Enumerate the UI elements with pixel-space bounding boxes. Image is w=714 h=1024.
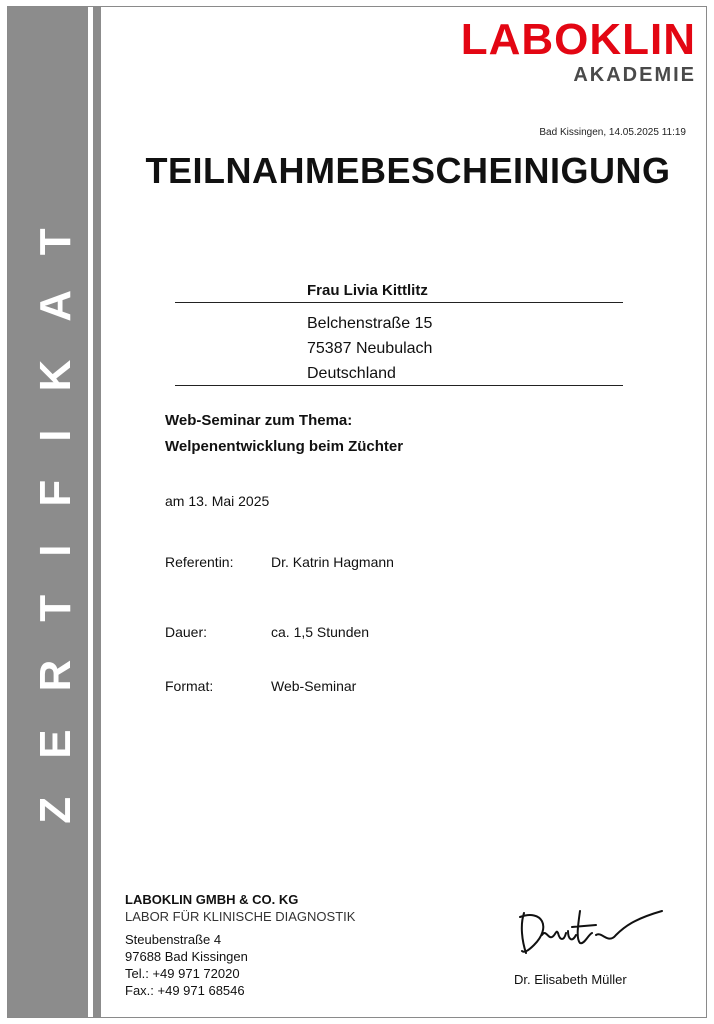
seminar-topic-title: Welpenentwicklung beim Züchter <box>165 438 404 455</box>
detail-value: Dr. Katrin Hagmann <box>271 554 394 570</box>
recipient-country: Deutschland <box>307 365 396 382</box>
detail-value: Web-Seminar <box>271 678 357 694</box>
detail-label: Dauer: <box>165 624 208 640</box>
company-fax: Fax.: +49 971 68546 <box>125 983 245 998</box>
sidebar-band <box>8 7 88 1017</box>
company-block <box>125 891 355 999</box>
logo-subtitle: AKADEMIE <box>573 64 696 86</box>
company-street: Steubenstraße 4 <box>125 932 222 947</box>
company-city: 97688 Bad Kissingen <box>125 949 248 964</box>
detail-label: Referentin: <box>165 554 234 570</box>
seminar-topic-intro: Web-Seminar zum Thema: <box>165 412 353 429</box>
handwritten-signature <box>512 905 672 965</box>
address-rule-top <box>175 302 623 303</box>
document-title: TEILNAHMEBESCHEINIGUNG <box>145 150 671 191</box>
detail-value: ca. 1,5 Stunden <box>271 624 370 640</box>
detail-label: Format: <box>165 678 214 694</box>
signer-name: Dr. Elisabeth Müller <box>514 972 627 987</box>
company-phone: Tel.: +49 971 72020 <box>125 966 240 981</box>
logo-wordmark: LABOKLIN <box>460 15 696 64</box>
laboklin-logo <box>460 15 696 86</box>
recipient-name: Frau Livia Kittlitz <box>307 282 428 299</box>
address-rule-bottom <box>175 385 623 386</box>
recipient-street: Belchenstraße 15 <box>307 315 433 332</box>
company-name: LABOKLIN GMBH & CO. KG <box>125 892 299 907</box>
company-tagline: LABOR FÜR KLINISCHE DIAGNOSTIK <box>125 909 356 924</box>
seminar-date: am 13. Mai 2025 <box>165 493 270 509</box>
sidebar-stripe <box>93 7 101 1017</box>
certificate-label: ZERTIFIKAT <box>31 190 80 824</box>
issue-timestamp: Bad Kissingen, 14.05.2025 11:19 <box>539 127 686 138</box>
recipient-city: 75387 Neubulach <box>307 340 433 357</box>
